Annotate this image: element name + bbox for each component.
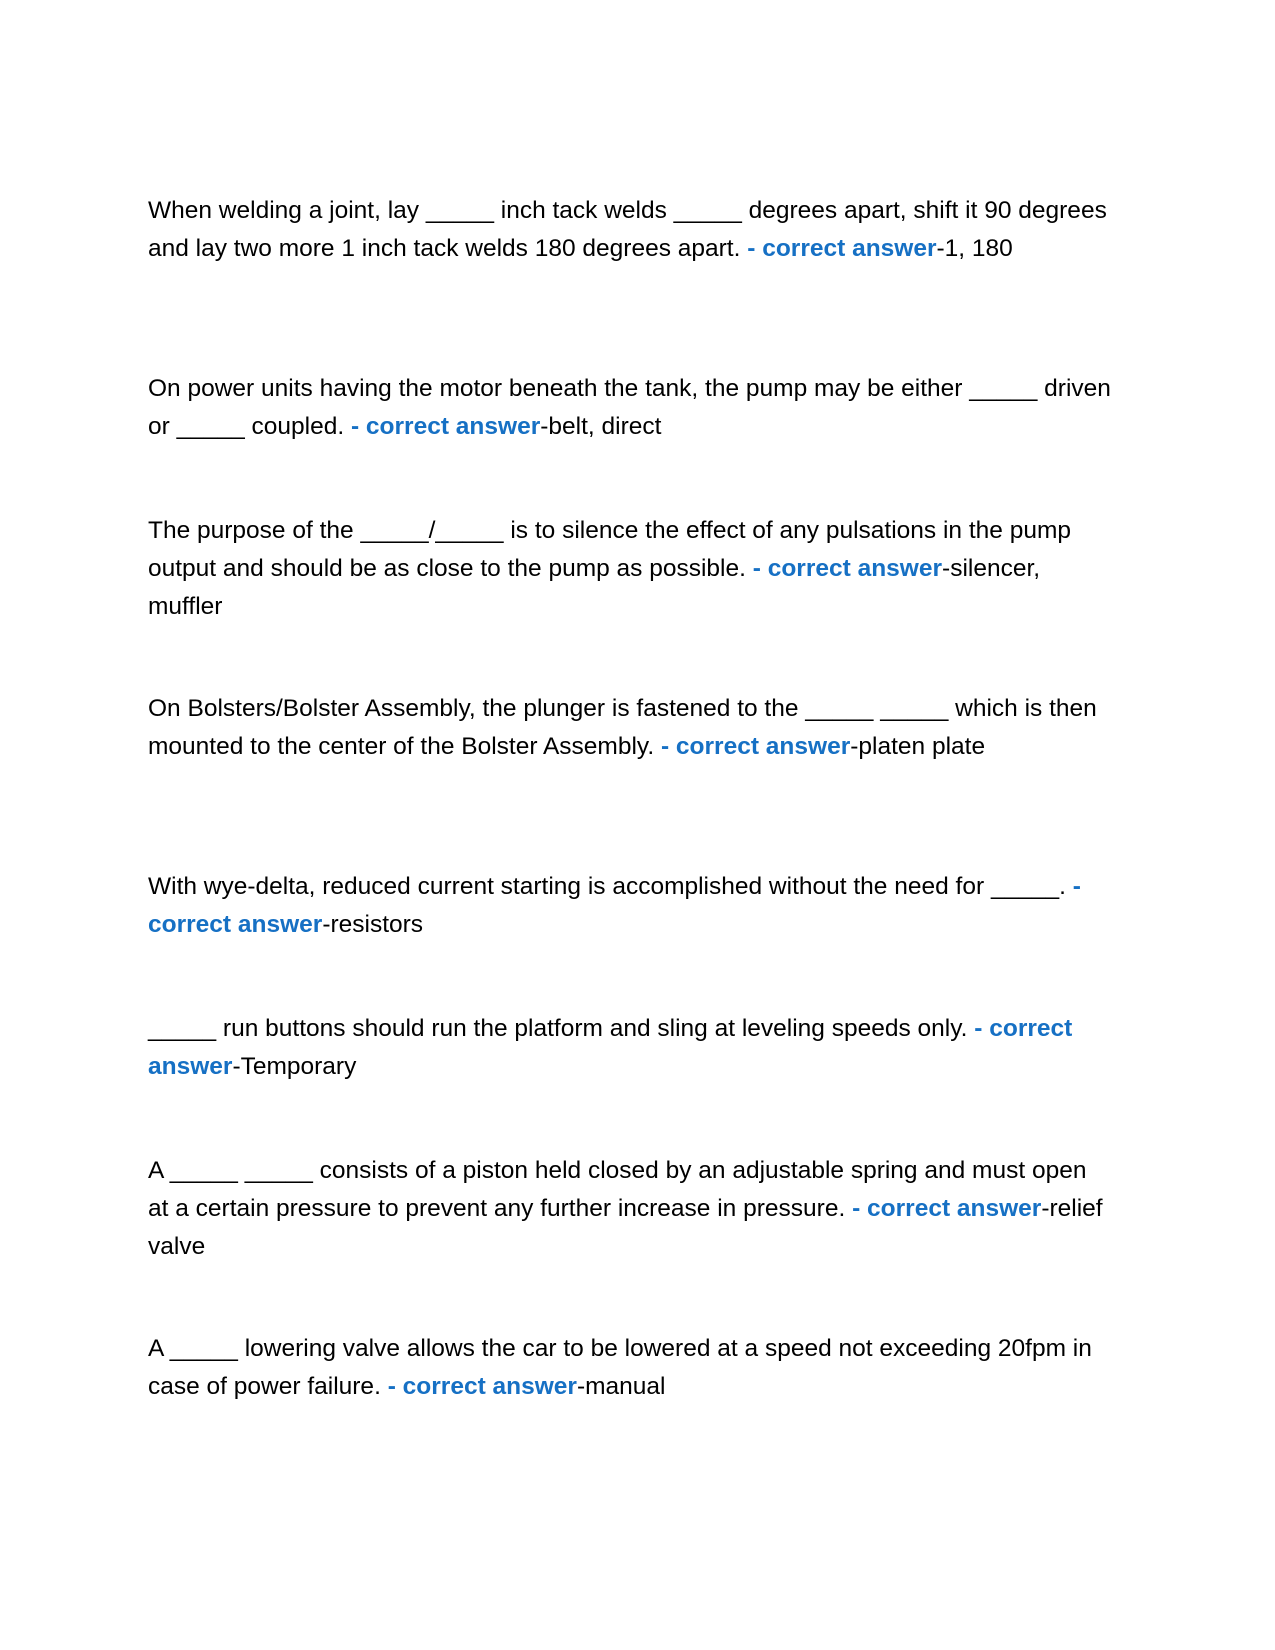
qa-item-1: [148, 192, 1113, 268]
question-text: A _____ _____ consists of a piston held closed by an adjustable spring and must open at a certain pressure to prevent any further increase in pressure.: [148, 1157, 1087, 1222]
qa-item-2: [148, 370, 1113, 446]
question-text: The purpose of the _____/_____ is to silence the effect of any pulsations in the pump output and should be as close to the pump as possible.: [148, 517, 1072, 582]
question-text: A _____ lowering valve allows the car to be lowered at a speed not exceeding 20fpm in case of power failure.: [148, 1335, 1092, 1400]
answer-text: -Temporary: [232, 1053, 357, 1080]
answer-text: -1, 180: [936, 235, 1013, 262]
correct-answer-marker: - correct answer: [148, 1015, 1073, 1080]
question-text: _____ run buttons should run the platform and sling at leveling speeds only.: [148, 1015, 975, 1042]
qa-item-7: [148, 1152, 1113, 1266]
correct-answer-marker: - correct answer: [660, 733, 851, 760]
qa-item-3: [148, 512, 1113, 626]
correct-answer-marker: - correct answer: [148, 873, 1081, 938]
question-text: When welding a joint, lay _____ inch tack welds _____ degrees apart, shift it 90 degrees and lay two more 1 inch tack welds 180 degrees apart.: [148, 197, 1107, 262]
question-text: On Bolsters/Bolster Assembly, the plunger is fastened to the _____ _____ which is then mounted to the center of the Bolster Assembly.: [148, 695, 1097, 760]
qa-item-6: [148, 1010, 1113, 1086]
answer-text: -belt, direct: [540, 413, 662, 440]
answer-text: -silencer, muffler: [148, 555, 1041, 620]
question-text: With wye-delta, reduced current starting is accomplished without the need for _____.: [148, 873, 1073, 900]
qa-item-8: [148, 1330, 1113, 1406]
qa-item-5: [148, 868, 1113, 944]
answer-text: -resistors: [322, 911, 424, 938]
correct-answer-marker: - correct answer: [752, 555, 943, 582]
answer-text: -manual: [576, 1373, 666, 1400]
correct-answer-marker: - correct answer: [387, 1373, 577, 1400]
correct-answer-marker: - correct answer: [747, 235, 937, 262]
answer-text: -relief valve: [148, 1195, 1103, 1260]
qa-item-4: [148, 690, 1113, 766]
answer-text: -platen plate: [850, 733, 986, 760]
correct-answer-marker: - correct answer: [852, 1195, 1042, 1222]
correct-answer-marker: - correct answer: [350, 413, 541, 440]
question-text: On power units having the motor beneath the tank, the pump may be either _____ driven or _____ coupled.: [148, 375, 1111, 440]
